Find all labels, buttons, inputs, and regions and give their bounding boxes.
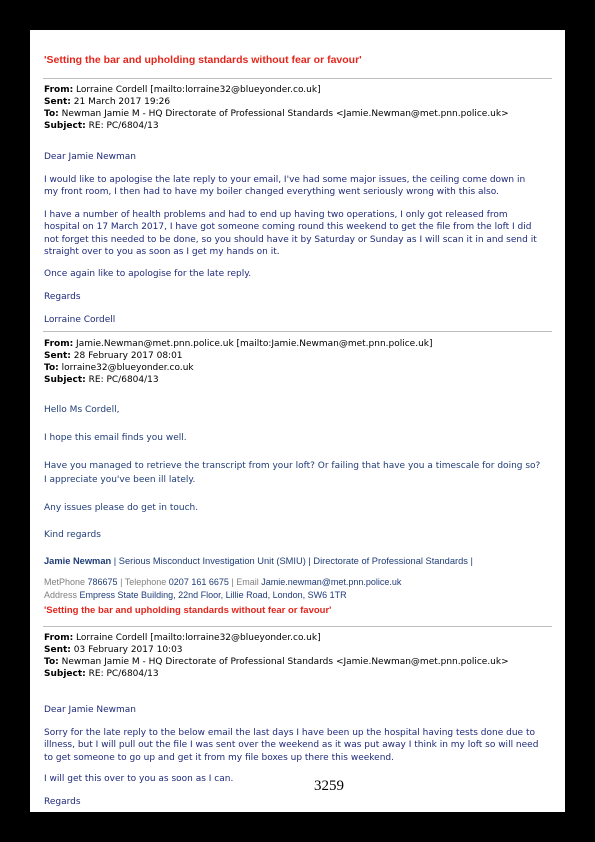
subject-label: Subject: (44, 375, 86, 385)
email3-to: Newman Jamie M - HQ Directorate of Professional Standards <Jamie.Newman@met.pnn.police.uk> (61, 657, 509, 667)
email2-paragraph-2a: Have you managed to retrieve the transcript from your loft? Or failing that have you a timescale for doing so? (44, 461, 541, 471)
email1-paragraph-2: I have a number of health problems and had to end up having two operations, I only got released from hospital on 17 March 2017, I have got someone coming round this weekend to get the file from the loft I did not forget this needed to be done, so you should have it by Saturday or Sunday as I will scan it in and send it straight over to you as soon as I get my hands on it. (44, 210, 537, 257)
email2-from: Jamie.Newman@met.pnn.police.uk [mailto:Jamie.Newman@met.pnn.police.uk] (76, 339, 433, 349)
address-value: Empress State Building, 22nd Floor, Lillie Road, London, SW6 1TR (77, 590, 347, 600)
email2-to: lorraine32@blueyonder.co.uk (61, 363, 194, 373)
email2-paragraph-1: I hope this email finds you well. (44, 433, 187, 443)
to-label: To: (44, 657, 59, 667)
sent-label: Sent: (44, 97, 71, 107)
email3-subject: RE: PC/6804/13 (88, 669, 159, 679)
email1-signature: Lorraine Cordell (44, 315, 116, 325)
separator (43, 78, 552, 79)
email1-header (44, 84, 509, 132)
email2-address-line (44, 590, 347, 600)
email1-paragraph-1: I would like to apologise the late reply to your email, I've had some major issues, the ceiling come down in my front room, I then had to have my boiler changed everything went seriously wrong with this also. (44, 175, 526, 198)
email1-paragraph-3: Once again like to apologise for the late reply. (44, 269, 252, 279)
tagline: 'Setting the bar and upholding standards without fear or favour' (44, 54, 362, 66)
email1-greeting: Dear Jamie Newman (44, 152, 136, 162)
document-page (30, 30, 565, 812)
email3-greeting: Dear Jamie Newman (44, 705, 136, 715)
subject-label: Subject: (44, 121, 86, 131)
sent-label: Sent: (44, 645, 71, 655)
email-label: | Email (231, 577, 259, 587)
page-number: 3259 (314, 778, 344, 794)
to-label: To: (44, 109, 59, 119)
email3-regards: Regards (44, 797, 81, 807)
from-label: From: (44, 339, 74, 349)
email1-regards: Regards (44, 292, 81, 302)
email2-contact-line (44, 577, 401, 587)
email2-paragraph-2b: I appreciate you've been ill lately. (44, 475, 196, 485)
email3-paragraph-2: I will get this over to you as soon as I can. (44, 774, 234, 784)
email2-tagline: 'Setting the bar and upholding standards without fear or favour' (44, 605, 332, 616)
email2-paragraph-3: Any issues please do get in touch. (44, 503, 199, 513)
email1-sent: 21 March 2017 19:26 (73, 97, 171, 107)
from-label: From: (44, 85, 74, 95)
address-label: Address (44, 590, 78, 600)
email2-sent: 28 February 2017 08:01 (73, 351, 183, 361)
email2-signature-line (44, 556, 473, 566)
separator (43, 331, 552, 332)
separator (43, 626, 552, 627)
email2-header (44, 338, 433, 386)
email3-header (44, 632, 509, 680)
metphone-value: 786675 (85, 577, 121, 587)
email2-greeting: Hello Ms Cordell, (44, 405, 120, 415)
to-label: To: (44, 363, 59, 373)
telephone-label: | Telephone (120, 577, 167, 587)
metphone-label: MetPhone (44, 577, 86, 587)
email1-from: Lorraine Cordell [mailto:lorraine32@blueyonder.co.uk] (76, 85, 321, 95)
telephone-value: 0207 161 6675 (166, 577, 232, 587)
email3-sent: 03 February 2017 10:03 (73, 645, 183, 655)
signature-unit: | Serious Misconduct Investigation Unit (SMIU) | Directorate of Professional Standards | (111, 556, 473, 566)
email3-from: Lorraine Cordell [mailto:lorraine32@blueyonder.co.uk] (76, 633, 321, 643)
email3-paragraph-1: Sorry for the late reply to the below email the last days I have been up the hospital having tests done due to illness, but I will pull out the file I was sent over the weekend as it was put away I think in my loft so will need to get someone to go up and get it from my file boxes up there this weekend. (44, 728, 539, 763)
email1-to: Newman Jamie M - HQ Directorate of Professional Standards <Jamie.Newman@met.pnn.police.uk> (61, 109, 509, 119)
email-value: Jamie.newman@met.pnn.police.uk (258, 577, 402, 587)
email1-subject: RE: PC/6804/13 (88, 121, 159, 131)
email2-regards: Kind regards (44, 530, 101, 540)
subject-label: Subject: (44, 669, 86, 679)
email2-subject: RE: PC/6804/13 (88, 375, 159, 385)
from-label: From: (44, 633, 74, 643)
sent-label: Sent: (44, 351, 71, 361)
signature-name: Jamie Newman (44, 556, 112, 566)
